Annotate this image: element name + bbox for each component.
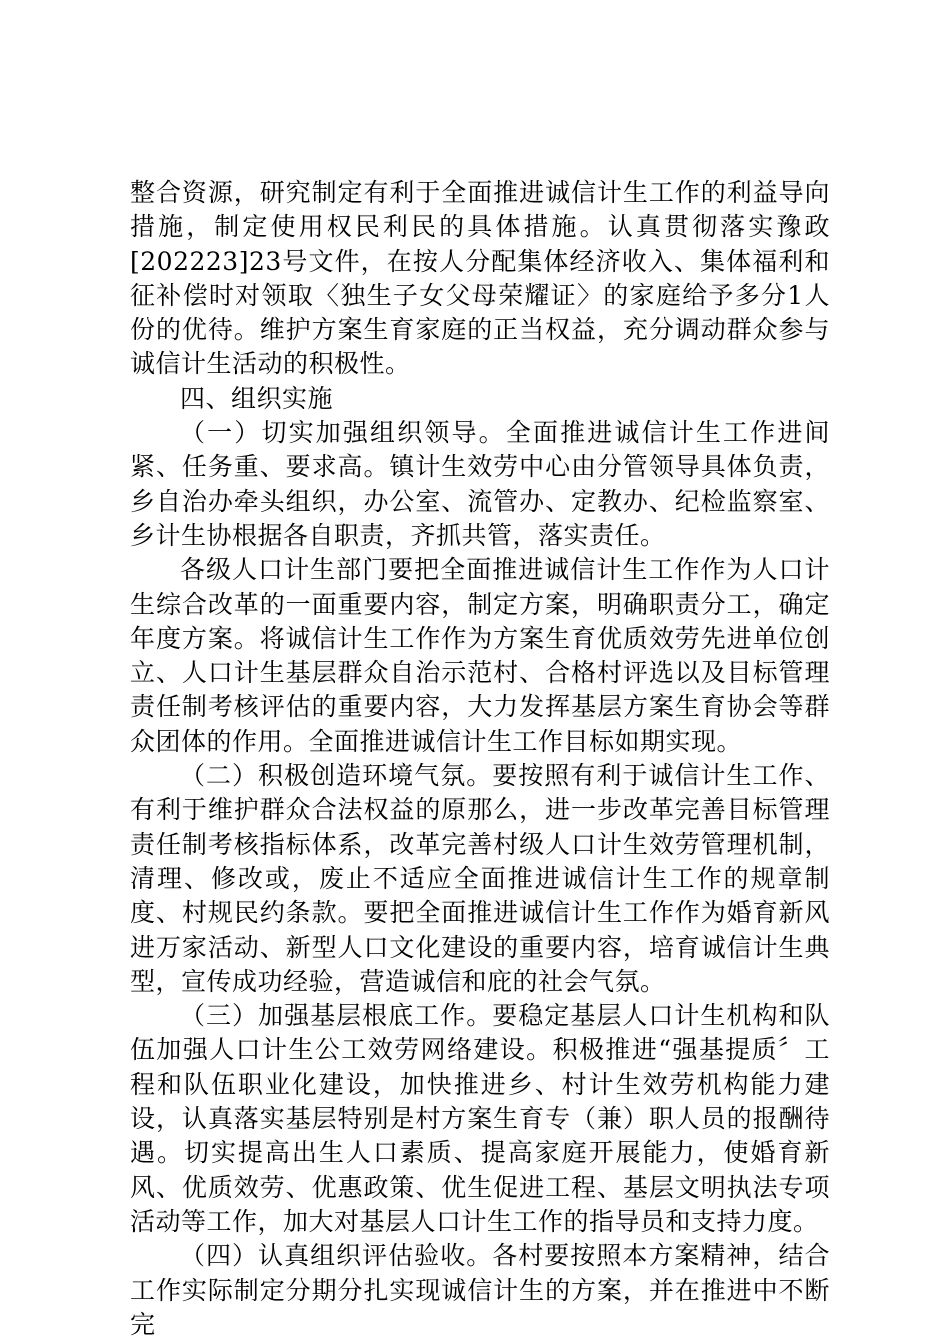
paragraph-atmosphere: （二）积极创造环境气氛。要按照有利于诚信计生工作、有利于维护群众合法权益的原那么，进一步改革完善目标管理责任制考核指标体系，改革完善村级人口计生效劳管理机制，清理、修改或，废止不适应全面推进诚信计生工作的规章制度、村规民约条款。要把全面推进诚信计生工作作为婚育新风进万家活动、新型人口文化建设的重要内容，培育诚信计生典型，宣传成功经验，营造诚信和庇的社会气氛。 [130,761,830,996]
paragraph-grassroots: （三）加强基层根底工作。要稳定基层人口计生机构和队伍加强人口计生公工效劳网络建设。积极推进“强基提质〞工程和队伍职业化建设，加快推进乡、村计生效劳机构能力建设，认真落实基层特别是村方案生育专（兼）职人员的报酬待遇。切实提高出生人口素质、提高家庭开展能力，使婚育新风、优质效劳、优惠政策、优生促进工程、基层文明执法专项活动等工作，加大对基层人口计生工作的指导员和支持力度。 [130,1001,830,1236]
paragraph-evaluation: （四）认真组织评估验收。各村要按照本方案精神，结合工作实际制定分期分扎实现诚信计生的方案，并在推进中不断完 [130,1241,830,1339]
document-body [130,176,830,1342]
paragraph-1: 整合资源，研究制定有利于全面推进诚信计生工作的利益导向措施，制定使用权民利民的具体措施。认真贯彻落实豫政[202223]23号文件，在按人分配集体经济收入、集体福利和征补偿时对领取〈独生子女父母荣耀证〉的家庭给予多分1人份的优待。维护方案生育家庭的正当权益，充分调动群众参与诚信计生活动的积极性。 [130,178,830,379]
section-heading-organization: 四、组织实施 [180,383,334,413]
paragraph-departments: 各级人口计生部门要把全面推进诚信计生工作作为人口计生综合改革的一面重要内容，制定方案，明确职责分工，确定年度方案。将诚信计生工作作为方案生育优质效劳先进单位创立、人口计生基层群众自治示范村、合格村评选以及目标管理责任制考核评估的重要内容，大力发挥基层方案生育协会等群众团体的作用。全面推进诚信计生工作目标如期实现。 [130,555,830,756]
paragraph-leadership: （一）切实加强组织领导。全面推进诚信计生工作进间紧、任务重、要求高。镇计生效劳中心由分管领导具体负责，乡自治办牵头组织，办公室、流管办、定教办、纪检监察室、乡计生协根据各自职责，齐抓共管，落实责任。 [130,418,830,550]
